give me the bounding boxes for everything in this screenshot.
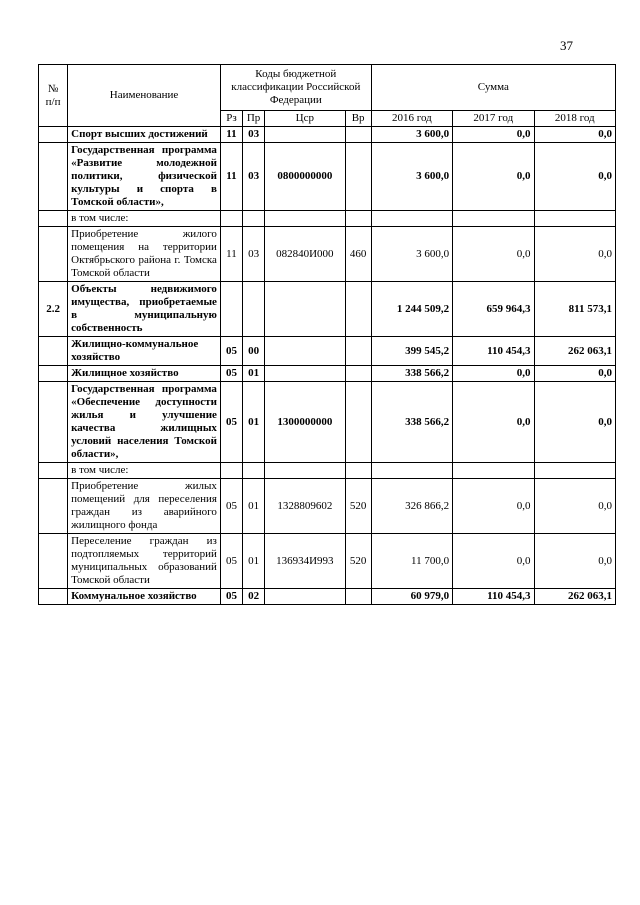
cell-num [39,127,68,143]
cell-rz: 05 [220,534,242,589]
cell-csr [265,589,345,605]
cell-csr: 1328809602 [265,479,345,534]
table-body [39,127,616,605]
header-codes: Коды бюджетной классификации Российской Федерации [220,65,371,111]
table-row [39,382,616,463]
cell-2018: 262 063,1 [534,589,615,605]
cell-2016 [371,211,452,227]
cell-2017: 0,0 [453,143,534,211]
header-pr: Пр [243,111,265,127]
cell-rz: 11 [220,143,242,211]
cell-2016: 11 700,0 [371,534,452,589]
page-number: 37 [560,38,573,53]
budget-table [38,64,616,605]
cell-2017: 0,0 [453,227,534,282]
cell-2017: 0,0 [453,382,534,463]
cell-name: Жилищно-коммунальное хозяйство [68,337,221,366]
table-row [39,337,616,366]
cell-csr: 082840И000 [265,227,345,282]
cell-csr [265,366,345,382]
cell-pr: 01 [243,534,265,589]
cell-vr [345,127,371,143]
table-row [39,534,616,589]
cell-2018 [534,463,615,479]
cell-csr: 1300000000 [265,382,345,463]
cell-num [39,143,68,211]
cell-rz [220,211,242,227]
cell-2018: 262 063,1 [534,337,615,366]
cell-vr [345,382,371,463]
cell-num [39,366,68,382]
cell-2017: 659 964,3 [453,282,534,337]
cell-rz: 05 [220,589,242,605]
table-row [39,282,616,337]
cell-2016: 3 600,0 [371,227,452,282]
cell-pr [243,282,265,337]
table-row [39,366,616,382]
cell-num [39,227,68,282]
cell-2018: 0,0 [534,534,615,589]
cell-pr: 00 [243,337,265,366]
cell-2016: 338 566,2 [371,382,452,463]
table-row [39,227,616,282]
cell-2017: 110 454,3 [453,589,534,605]
cell-rz: 11 [220,127,242,143]
cell-2018 [534,211,615,227]
header-2016: 2016 год [371,111,452,127]
cell-name: в том числе: [68,211,221,227]
table-row [39,211,616,227]
header-sum: Сумма [371,65,615,111]
cell-2016: 60 979,0 [371,589,452,605]
cell-csr [265,211,345,227]
cell-csr [265,282,345,337]
cell-2018: 811 573,1 [534,282,615,337]
cell-2017: 0,0 [453,366,534,382]
cell-rz: 05 [220,479,242,534]
cell-num [39,479,68,534]
cell-csr [265,337,345,366]
cell-pr: 01 [243,382,265,463]
cell-name: Объекты недвижимого имущества, приобретаемые в муниципальную собственность [68,282,221,337]
cell-2016: 3 600,0 [371,127,452,143]
cell-name: Спорт высших достижений [68,127,221,143]
cell-num [39,211,68,227]
cell-name: Государственная программа «Обеспечение доступности жилья и улучшение качества жилищных условий населения Томской области», [68,382,221,463]
table-row [39,479,616,534]
cell-rz: 05 [220,337,242,366]
cell-2018: 0,0 [534,479,615,534]
cell-pr: 03 [243,227,265,282]
table-row [39,463,616,479]
cell-vr [345,282,371,337]
cell-2016: 338 566,2 [371,366,452,382]
cell-name: в том числе: [68,463,221,479]
cell-vr [345,366,371,382]
cell-2016: 3 600,0 [371,143,452,211]
cell-num [39,589,68,605]
cell-pr: 03 [243,143,265,211]
cell-2017: 0,0 [453,127,534,143]
table-row [39,589,616,605]
cell-vr: 520 [345,534,371,589]
cell-name: Переселение граждан из подтопляемых территорий муниципальных образований Томской области [68,534,221,589]
cell-csr: 136934И993 [265,534,345,589]
cell-pr [243,463,265,479]
cell-rz: 05 [220,366,242,382]
cell-rz: 05 [220,382,242,463]
cell-rz: 11 [220,227,242,282]
cell-2016: 1 244 509,2 [371,282,452,337]
cell-num [39,463,68,479]
cell-2018: 0,0 [534,127,615,143]
cell-2017 [453,463,534,479]
cell-name: Жилищное хозяйство [68,366,221,382]
cell-vr [345,463,371,479]
cell-2017 [453,211,534,227]
cell-name: Приобретение жилых помещений для переселения граждан из аварийного жилищного фонда [68,479,221,534]
cell-rz [220,463,242,479]
cell-csr [265,127,345,143]
cell-2016 [371,463,452,479]
cell-vr: 520 [345,479,371,534]
header-csr: Цср [265,111,345,127]
cell-pr: 02 [243,589,265,605]
table-row [39,143,616,211]
cell-num [39,534,68,589]
header-num: № п/п [39,65,68,127]
cell-vr [345,337,371,366]
cell-2017: 0,0 [453,534,534,589]
cell-2018: 0,0 [534,382,615,463]
header-2018: 2018 год [534,111,615,127]
cell-num [39,382,68,463]
cell-pr: 03 [243,127,265,143]
cell-2017: 110 454,3 [453,337,534,366]
cell-2018: 0,0 [534,227,615,282]
cell-2018: 0,0 [534,366,615,382]
cell-name: Государственная программа «Развитие молодежной политики, физической культуры и спорта в Томской области», [68,143,221,211]
cell-vr [345,211,371,227]
cell-pr [243,211,265,227]
cell-vr [345,589,371,605]
cell-num: 2.2 [39,282,68,337]
table-row [39,127,616,143]
cell-2016: 399 545,2 [371,337,452,366]
cell-2017: 0,0 [453,479,534,534]
cell-name: Коммунальное хозяйство [68,589,221,605]
header-name: Наименование [68,65,221,127]
header-rz: Рз [220,111,242,127]
cell-name: Приобретение жилого помещения на территории Октябрьского района г. Томска Томской области [68,227,221,282]
cell-2018: 0,0 [534,143,615,211]
cell-csr: 0800000000 [265,143,345,211]
cell-vr: 460 [345,227,371,282]
cell-vr [345,143,371,211]
cell-csr [265,463,345,479]
cell-pr: 01 [243,479,265,534]
header-2017: 2017 год [453,111,534,127]
cell-num [39,337,68,366]
cell-2016: 326 866,2 [371,479,452,534]
cell-pr: 01 [243,366,265,382]
cell-rz [220,282,242,337]
header-vr: Вр [345,111,371,127]
